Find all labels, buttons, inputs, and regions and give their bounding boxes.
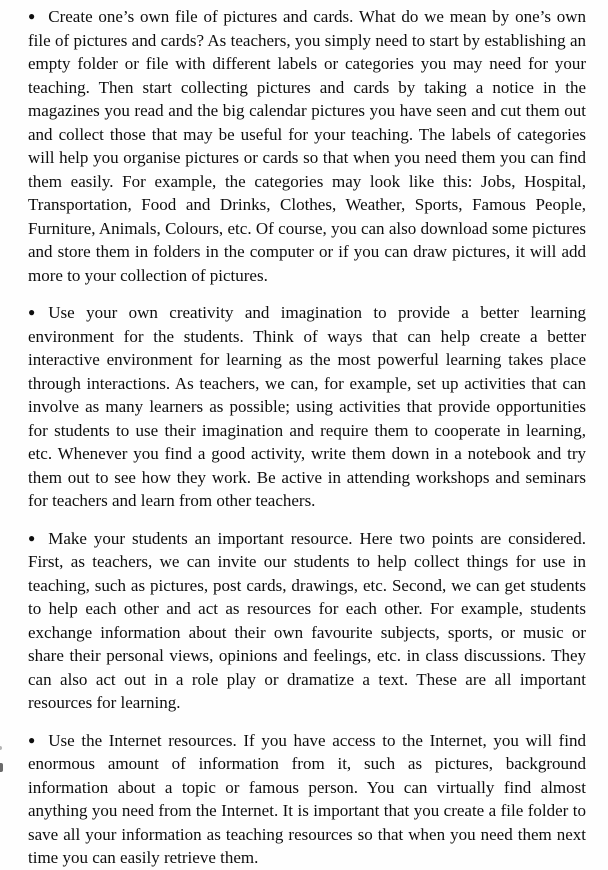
bullet-paragraph <box>28 729 586 870</box>
scan-artifact <box>0 763 3 772</box>
paragraph-text: Make your students an important resource. Here two points are considered. First, as teachers, we can invite our students to help collect things for use in teaching, such as pictures, post cards, drawings, etc. Second, we can get students to help each other and act as resources for each other. For example, students exchange information about their own favourite subjects, sports, or music or share their personal views, opinions and feelings, etc. in class discussions. They can also act out in a role play or dramatize a text. These are all important resources for learning. <box>28 528 586 712</box>
paragraph-text: Use the Internet resources. If you have access to the Internet, you will find enormous amount of information from it, such as pictures, background information about a topic or famous person. You can virtually find almost anything you need from the Internet. It is important that you create a file folder to save all your information as teaching resources so that when you need them next time you can easily retrieve them. <box>28 730 586 867</box>
bullet-icon: ● <box>28 530 36 545</box>
bullet-icon: ● <box>28 732 36 747</box>
bullet-icon: ● <box>28 9 36 23</box>
bullet-paragraph <box>28 301 586 513</box>
bullet-icon: ● <box>28 305 36 319</box>
bullet-paragraph <box>28 5 586 287</box>
paragraph-text: Create one’s own file of pictures and cards. What do we mean by one’s own file of pictures and cards? As teachers, you simply need to start by establishing an empty folder or file with different labels or categories you may need for your teaching. Then start collecting pictures and cards by taking a notice in the magazines you read and the big calendar pictures you have seen and cut them out and collect those that may be useful for your teaching. The labels of categories will help you organise pictures or cards so that when you need them you can find them easily. For example, the categories may look like this: Jobs, Hospital, Transportation, Food and Drinks, Clothes, Weather, Sports, Famous People, Furniture, Animals, Colours, etc. Of course, you can also download some pictures and store them in folders in the computer or if you can draw pictures, it will add more to your collection of pictures. <box>28 7 586 285</box>
paragraph-text: Use your own creativity and imagination to provide a better learning environment for the students. Think of ways that can help create a better interactive environment for learning as the most powerful learning takes place through interactions. As teachers, we can, for example, set up activities that can involve as many learners as possible; using activities that provide opportunities for students to use their imagination and require them to cooperate in learning, etc. Whenever you find a good activity, write them down in a notebook and try them out to see how they work. Be active in attending workshops and seminars for teachers and learn from other teachers. <box>28 303 586 510</box>
bullet-paragraph <box>28 527 586 715</box>
